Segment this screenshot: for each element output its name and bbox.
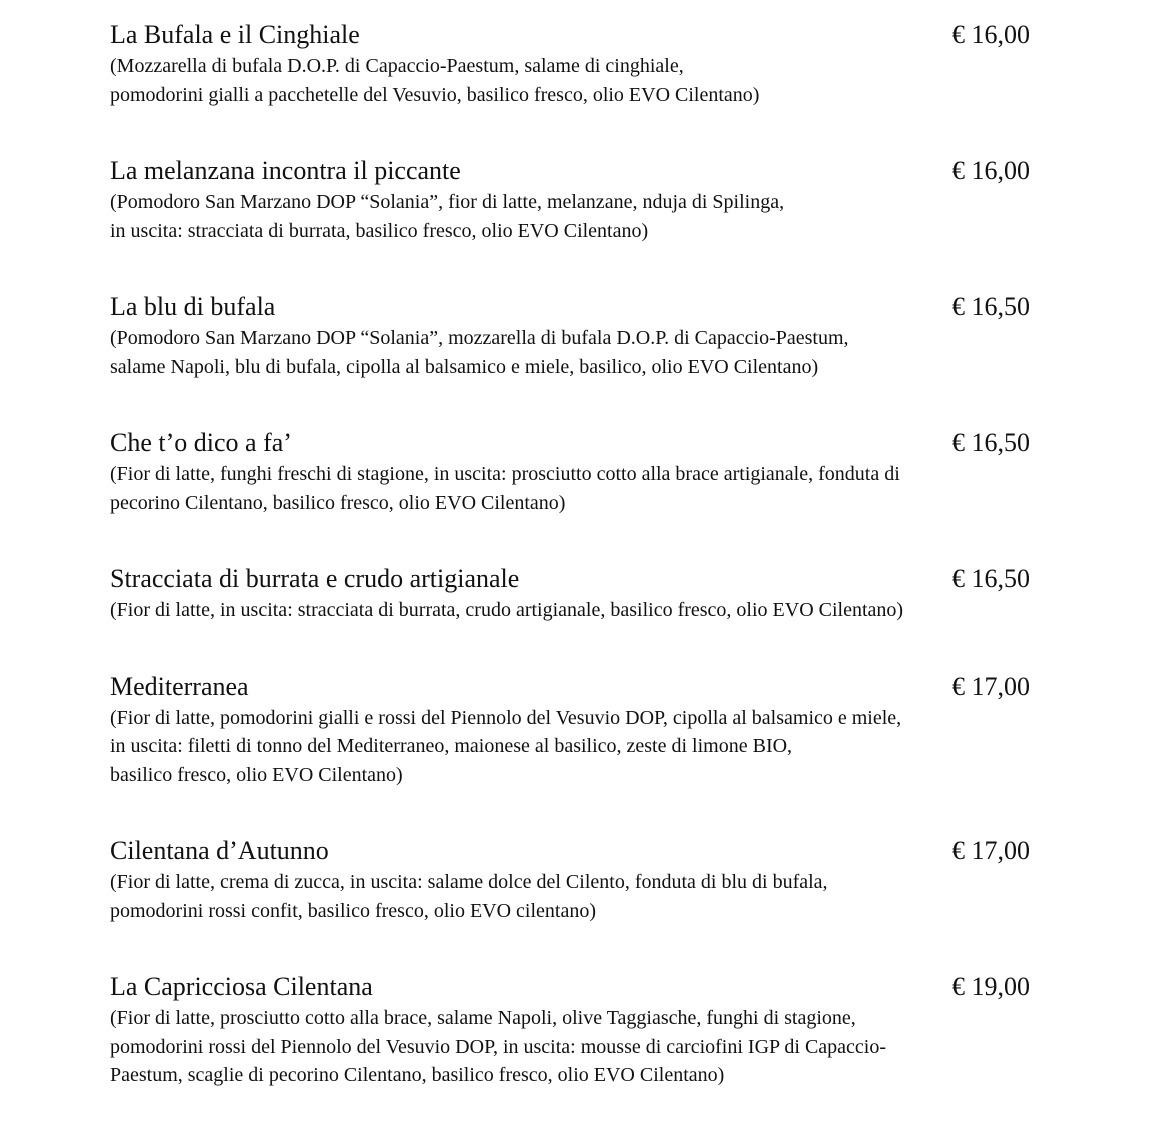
- pizza-menu: [110, 18, 1070, 1090]
- item-spacer: [110, 517, 1070, 562]
- menu-item-price: € 16,00: [952, 20, 1030, 49]
- menu-item: [110, 426, 1070, 517]
- menu-item-price: € 16,50: [952, 428, 1030, 457]
- item-spacer: [110, 789, 1070, 834]
- menu-item-price: € 16,00: [952, 156, 1030, 185]
- menu-item: [110, 670, 1070, 790]
- menu-item-name: Stracciata di burrata e crudo artigianale: [110, 564, 520, 593]
- menu-item: [110, 18, 1070, 109]
- menu-item-header: [110, 18, 1070, 52]
- menu-item-name: Cilentana d’Autunno: [110, 836, 329, 865]
- menu-item-description: (Fior di latte, funghi freschi di stagione, in uscita: prosciutto cotto alla brace artigianale, fonduta di pecorino Cilentano, basilico fresco, olio EVO Cilentano): [110, 463, 900, 514]
- menu-item: [110, 154, 1070, 245]
- item-spacer: [110, 625, 1070, 670]
- menu-item-description: (Pomodoro San Marzano DOP “Solania”, fior di latte, melanzane, nduja di Spilinga, in uscita: stracciata di burrata, basilico fresco, olio EVO Cilentano): [110, 191, 785, 242]
- menu-item-header: [110, 834, 1070, 868]
- item-spacer: [110, 245, 1070, 290]
- menu-item-price: € 17,00: [952, 836, 1030, 865]
- menu-item-description: (Fior di latte, in uscita: stracciata di burrata, crudo artigianale, basilico fresco, olio EVO Cilentano): [110, 599, 904, 621]
- menu-item-description: (Fior di latte, crema di zucca, in uscita: salame dolce del Cilento, fonduta di blu di bufala, pomodorini rossi confit, basilico fresco, olio EVO cilentano): [110, 871, 828, 922]
- menu-item: [110, 562, 1070, 625]
- menu-item-price: € 19,00: [952, 972, 1030, 1001]
- menu-item-name: La blu di bufala: [110, 292, 276, 321]
- menu-item-description: (Mozzarella di bufala D.O.P. di Capaccio-Paestum, salame di cinghiale, pomodorini gialli a pacchetelle del Vesuvio, basilico fresco, olio EVO Cilentano): [110, 55, 760, 106]
- item-spacer: [110, 925, 1070, 970]
- menu-item-header: [110, 670, 1070, 704]
- menu-item-header: [110, 426, 1070, 460]
- menu-item: [110, 970, 1070, 1090]
- menu-item-price: € 16,50: [952, 292, 1030, 321]
- item-spacer: [110, 109, 1070, 154]
- menu-item-description: (Pomodoro San Marzano DOP “Solania”, mozzarella di bufala D.O.P. di Capaccio-Paestum, salame Napoli, blu di bufala, cipolla al balsamico e miele, basilico, olio EVO Cilentano): [110, 327, 849, 378]
- menu-item-name: La Capricciosa Cilentana: [110, 972, 373, 1001]
- menu-item-name: La Bufala e il Cinghiale: [110, 20, 360, 49]
- menu-item-name: Che t’o dico a fa’: [110, 428, 292, 457]
- menu-item-description: (Fior di latte, prosciutto cotto alla brace, salame Napoli, olive Taggiasche, funghi di stagione, pomodorini rossi del Piennolo del Vesuvio DOP, in uscita: mousse di carciofini IGP di Capaccio- Paestum, scaglie di pecorino Cilentano, basilico fresco, olio EVO Cilentano): [110, 1007, 887, 1086]
- menu-item-price: € 17,00: [952, 671, 1030, 701]
- menu-item-name: Mediterranea: [110, 671, 249, 701]
- menu-item-description: (Fior di latte, pomodorini gialli e rossi del Piennolo del Vesuvio DOP, cipolla al balsamico e miele, in uscita: filetti di tonno del Mediterraneo, maionese al basilico, zeste di limone BIO, basilico fresco, olio EVO Cilentano): [110, 706, 902, 786]
- item-spacer: [110, 381, 1070, 426]
- menu-item: [110, 290, 1070, 381]
- menu-item-header: [110, 154, 1070, 188]
- menu-item: [110, 834, 1070, 925]
- menu-item-header: [110, 970, 1070, 1004]
- menu-item-header: [110, 562, 1070, 596]
- menu-item-name: La melanzana incontra il piccante: [110, 156, 461, 185]
- menu-item-price: € 16,50: [952, 564, 1030, 593]
- menu-item-header: [110, 290, 1070, 324]
